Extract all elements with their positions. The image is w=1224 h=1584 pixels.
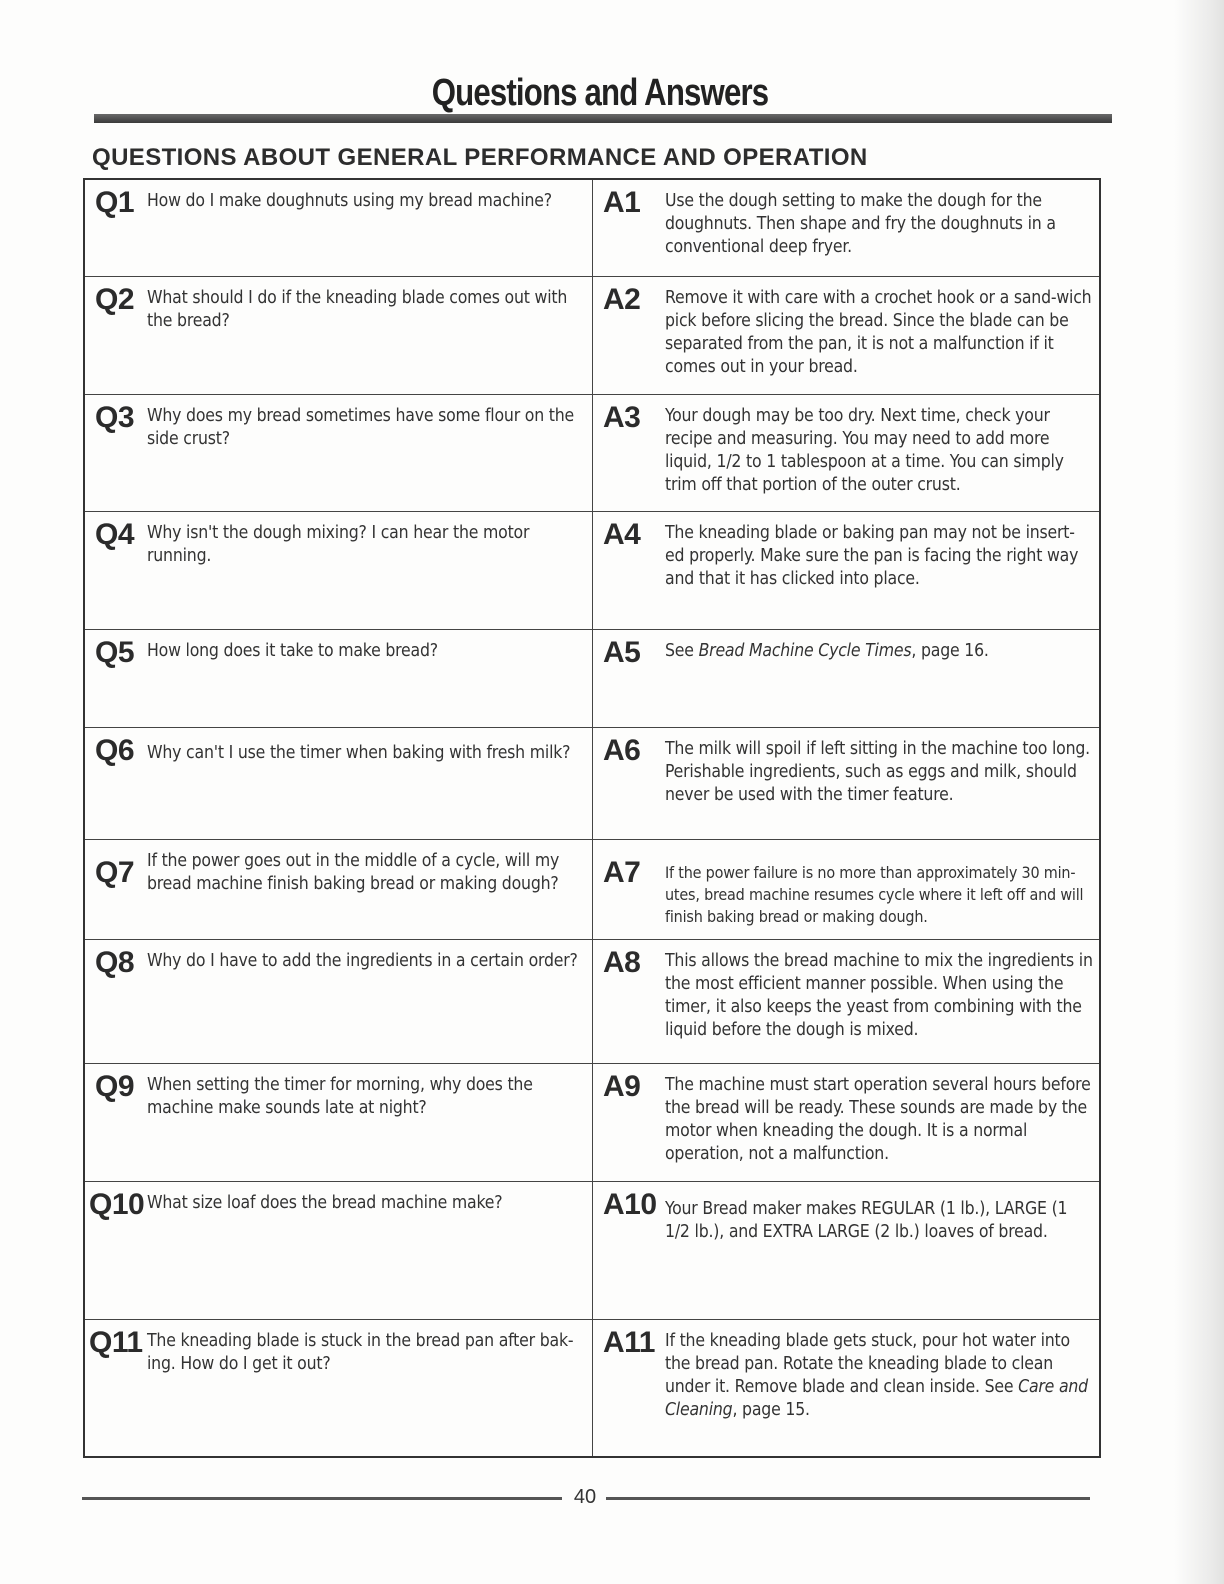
question-label: Q1 [95, 186, 135, 219]
qa-row-8 [85, 940, 1099, 1064]
answer-cell [593, 630, 1099, 727]
question-text: Why does my bread sometimes have some flour on the side crust? [147, 406, 575, 449]
answer-text [665, 640, 1093, 663]
question-cell [85, 512, 593, 629]
answer-label: A2 [603, 283, 641, 316]
answer-text: Use the dough setting to make the dough for the doughnuts. Then shape and fry the doughnuts in a conventional deep fryer. [665, 191, 1056, 257]
answer-label: A10 [603, 1188, 657, 1221]
qa-table [83, 178, 1101, 1458]
question-label: Q6 [95, 734, 135, 767]
answer-text [665, 1330, 1093, 1422]
qa-row-3 [85, 395, 1099, 512]
question-cell [85, 395, 593, 511]
answer-cell [593, 512, 1099, 629]
question-label: Q10 [89, 1188, 145, 1221]
answer-text: The machine must start operation several hours before the bread will be ready. These sounds are made by the motor when kneading the dough. It is a normal operation, not a malfunction. [665, 1075, 1091, 1164]
qa-row-9 [85, 1064, 1099, 1182]
answer-cell [593, 1320, 1099, 1456]
answer-text-reference: Bread Machine Cycle Times [698, 641, 912, 661]
answer-text-prefix: See [665, 641, 699, 661]
page-title: Questions and Answers [431, 72, 769, 114]
answer-label: A9 [603, 1070, 641, 1103]
answer-label: A8 [603, 946, 641, 979]
answer-cell [593, 1182, 1099, 1319]
footer-rule-right [606, 1497, 1090, 1500]
answer-text: Your dough may be too dry. Next time, check your recipe and measuring. You may need to add more liquid, 1/2 to 1 tablespoon at a time. You can simply trim off that portion of the outer crust. [665, 406, 1064, 495]
answer-text-suffix: , page 15. [732, 1400, 810, 1420]
question-label: Q4 [95, 518, 135, 551]
question-cell [85, 940, 593, 1063]
section-heading: QUESTIONS ABOUT GENERAL PERFORMANCE AND OPERATION [92, 144, 868, 171]
qa-row-1 [85, 180, 1099, 277]
question-text: What should I do if the kneading blade comes out with the bread? [147, 288, 568, 331]
answer-label: A7 [603, 856, 641, 889]
question-cell [85, 1320, 593, 1456]
qa-row-2 [85, 277, 1099, 395]
question-text: How do I make doughnuts using my bread machine? [147, 191, 552, 211]
qa-row-6 [85, 728, 1099, 840]
question-cell [85, 1182, 593, 1319]
answer-text: Your Bread maker makes REGULAR (1 lb.), LARGE (1 1/2 lb.), and EXTRA LARGE (2 lb.) loaves of bread. [665, 1199, 1068, 1242]
qa-row-10 [85, 1182, 1099, 1320]
answer-cell [593, 940, 1099, 1063]
answer-label: A11 [603, 1326, 655, 1359]
answer-text: If the power failure is no more than approximately 30 min-utes, bread machine resumes cycle where it left off and will finish baking bread or making dough. [665, 863, 1084, 926]
page-number: 40 [573, 1486, 597, 1508]
question-text: The kneading blade is stuck in the bread pan after bak-ing. How do I get it out? [147, 1331, 574, 1374]
qa-row-11 [85, 1320, 1099, 1456]
answer-cell [593, 840, 1099, 939]
question-cell [85, 1064, 593, 1181]
answer-cell [593, 395, 1099, 511]
question-text: Why do I have to add the ingredients in a certain order? [147, 951, 578, 971]
answer-text: Remove it with care with a crochet hook or a sand-wich pick before slicing the bread. Since the blade can be separated from the pan, it is not a malfunction if it comes out in your bread. [665, 288, 1092, 377]
answer-label: A4 [603, 518, 641, 551]
answer-cell [593, 728, 1099, 839]
question-label: Q3 [95, 401, 135, 434]
question-label: Q2 [95, 283, 135, 316]
answer-label: A5 [603, 636, 641, 669]
question-cell [85, 277, 593, 394]
answer-text: The kneading blade or baking pan may not be insert-ed properly. Make sure the pan is facing the right way and that it has clicked into place. [665, 523, 1079, 589]
question-text: Why can't I use the timer when baking with fresh milk? [147, 743, 571, 763]
title-rule [94, 114, 1112, 123]
answer-text-suffix: , page 16. [911, 641, 989, 661]
question-text: Why isn't the dough mixing? I can hear the motor running. [147, 523, 530, 566]
page-edge-shadow [1174, 0, 1224, 1584]
answer-text-prefix: If the kneading blade gets stuck, pour hot water into the bread pan. Rotate the kneading blade to clean under it. Remove blade and clean inside. See [665, 1331, 1070, 1397]
question-label: Q8 [95, 946, 135, 979]
question-label: Q5 [95, 636, 135, 669]
question-cell [85, 728, 593, 839]
question-text: How long does it take to make bread? [147, 641, 438, 661]
answer-text: This allows the bread machine to mix the ingredients in the most efficient manner possible. When using the timer, it also keeps the yeast from combining with the liquid before the dough is mixed. [665, 951, 1093, 1040]
question-label: Q9 [95, 1070, 135, 1103]
answer-label: A3 [603, 401, 641, 434]
question-label: Q7 [95, 856, 135, 889]
answer-cell [593, 180, 1099, 276]
question-cell [85, 840, 593, 939]
qa-row-7 [85, 840, 1099, 940]
qa-row-4 [85, 512, 1099, 630]
question-label: Q11 [89, 1326, 143, 1359]
answer-cell [593, 277, 1099, 394]
answer-label: A6 [603, 734, 641, 767]
question-cell [85, 180, 593, 276]
answer-text-reference: Care and Cleaning [665, 1377, 1088, 1420]
answer-cell [593, 1064, 1099, 1181]
qa-row-5 [85, 630, 1099, 728]
question-text: If the power goes out in the middle of a cycle, will my bread machine finish baking bread or making dough? [147, 851, 560, 894]
answer-text: The milk will spoil if left sitting in the machine too long. Perishable ingredients, such as eggs and milk, should never be used with the timer feature. [665, 739, 1090, 805]
question-text: When setting the timer for morning, why does the machine make sounds late at night? [147, 1075, 533, 1118]
question-text: What size loaf does the bread machine make? [147, 1193, 503, 1213]
question-cell [85, 630, 593, 727]
answer-label: A1 [603, 186, 641, 219]
